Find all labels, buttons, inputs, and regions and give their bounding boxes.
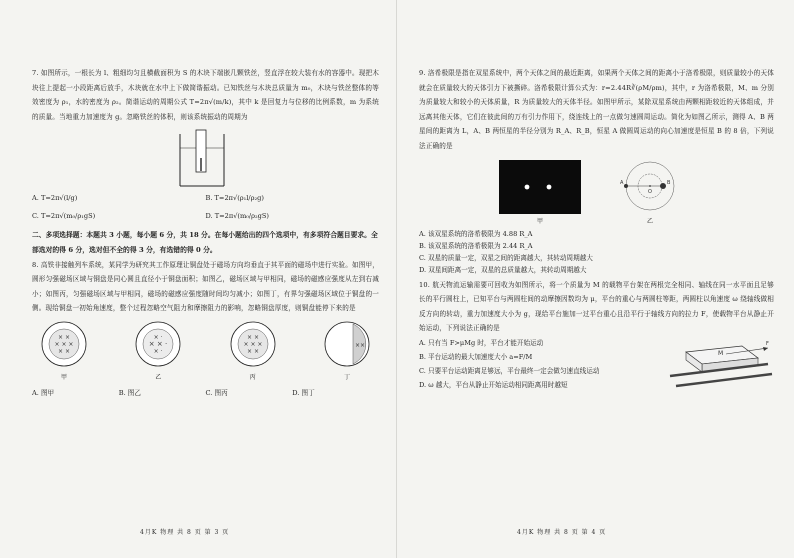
q7-option-a[interactable]: A. T=2π√(l/g) (32, 194, 78, 203)
right-page (397, 0, 794, 558)
question-9-stem: 9. 洛希极限是指在双星系统中，两个天体之间的最近距离，如果两个天体之间的距离小于洛希极限，则质量较小的天体就会在质量较大的天体引力下被撕碎。洛希极限计算公式为：r=2.44R∛(ρM/ρm)，其中，r 为洛希极限，M、m 分别为质量较大和较小的天体质量，R 为质量较大的天体半径。如图甲所示，某除双星系统由两颗相距较近的天体组成，并远离其他天体，它们在彼此间的万有引力作用下，绕连线上的一点做匀速圆周运动。简化为如图乙所示，测得 A、B 两星间的距离为 L，A、B 两恒星的半径分别为 R_A、R_B，恒星 A 做圆周运动的向心加速度是恒星 B 的 8 倍，下列说法正确的是 (419, 69, 775, 150)
caption-ding: 丁 (343, 373, 350, 381)
svg-text:× × ×: × × × (243, 340, 263, 348)
q8-option-a[interactable]: A. 图甲 (32, 388, 55, 397)
disk-figure-ding (315, 320, 379, 381)
question-7-stem: 7. 如图所示，一根长为 l、粗细均匀且横截面积为 S 的木块下端嵌几颗铁丝，竖直浮在较大装有水的容器中。现把木块往上提起一小段距离后放手，木块就在水中上下做简谐振动。已知铁丝与木块总质量为 m₀，木块与铁丝整体的等效密度为 ρ₁，水的密度为 ρ₂。简谐运动的周期公式 T=2π√(m/k)，其中 k 是回复力与位移的比例系数，m 为系统的质量。当地重力加速度为 g。忽略铁丝的体积，则该系统振动的周期为 (32, 69, 379, 121)
q10-option-d[interactable]: D. ω 越大，平台从静止开始运动相同距离用时越短 (419, 380, 568, 389)
svg-text:O: O (648, 188, 652, 195)
q9-figures (499, 158, 774, 225)
q8-option-d[interactable]: D. 图丁 (292, 388, 315, 397)
right-footer: 4月K 物理 共 8 页 第 4 页 (517, 529, 607, 536)
q10-option-c[interactable]: C. 只要平台运动距离足够远，平台最终一定会做匀速直线运动 (419, 366, 600, 375)
q9-option-a[interactable]: A. 该双星系统的洛希极限为 4.88 R_A (419, 229, 533, 238)
svg-text:F: F (766, 340, 769, 347)
q8-figures (32, 320, 379, 381)
caption-yi: 乙 (155, 373, 162, 381)
q8-option-b[interactable]: B. 图乙 (118, 388, 141, 397)
q7-option-b[interactable]: B. T=2π√(ρ₁l/ρ₂g) (205, 194, 264, 203)
question-10-stem: 10. 航天物流运输需要可回收为如图所示，将一个质量为 M 的载物平台架在两根完全相同、轴线在同一水平面且足够长的平行圆柱上，已知平台与两圆柱间的动摩擦因数均为 μ，平台的重心与两圆柱等距，两圆柱以角速度 ω 绕轴线做相反方向的转动，重力加速度大小为 g，现给平台施加一过平台重心且沿平行于轴线方向的拉力 F，使载物平台从静止开始运动，下列说法正确的是 (419, 280, 774, 333)
svg-text:M: M (718, 349, 724, 357)
svg-text:B: B (667, 179, 671, 186)
q7-option-d[interactable]: D. T=2π√(m₀/ρ₂gS) (205, 212, 269, 221)
caption-bing: 丙 (249, 373, 256, 381)
q8-option-c[interactable]: C. 图丙 (205, 388, 228, 397)
q9-option-b[interactable]: B. 该双星系统的洛希极限为 2.44 R_A (419, 241, 533, 250)
svg-text:× ×: × × (246, 333, 259, 341)
q10-option-a[interactable]: A. 只有当 F>μMg 时，平台才能开始运动 (419, 338, 544, 347)
binary-star-photo (499, 160, 581, 225)
svg-text:× ×: × × (58, 333, 70, 341)
disk-figure-bing (221, 320, 285, 381)
caption-jia: 甲 (60, 373, 67, 381)
section-2-heading: 二、多项选择题：本题共 3 小题，每小题 6 分，共 18 分。在每小题给出的四个选项中，有多项符合题目要求。全部选对的得 6 分，选对但不全的得 3 分，有选错的得 0 分。 (32, 231, 378, 254)
svg-text:× ·: × · (153, 347, 163, 355)
q7-figure-container (172, 128, 232, 190)
svg-text:× ·: × · (153, 333, 163, 341)
svg-text:A: A (620, 179, 624, 186)
disk-figure-yi (126, 320, 190, 381)
disk-figure-jia (32, 320, 96, 381)
caption-yi-q9: 乙 (646, 217, 653, 225)
binary-orbit-diagram (615, 158, 685, 225)
caption-jia-q9: 甲 (536, 217, 543, 225)
left-footer: 4月K 物理 共 8 页 第 3 页 (140, 529, 230, 536)
question-8-stem: 8. 高铁非接触列车系统，某同学为研究其工作原理让铜盘处于磁场方向均垂直于其平面的磁场中进行实验。如图甲，圆形匀强磁场区域与铜盘是同心圆且直径小于铜盘面积；如图乙，磁场区域与甲相同，磁场的磁感应强度从左到右减小；如图丙，匀强磁场区域与甲相同，磁场的磁感应强度随时间均匀减小；如图丁，有界匀强磁场区域位于铜盘的一侧。现给铜盘一初始角速度，整个过程忽略空气阻力和摩擦阻力的影响，忽略铜盘厚度，则铜盘能停下来的是 (32, 260, 379, 313)
q10-option-b[interactable]: B. 平台运动的最大加速度大小 a=F/M (419, 352, 533, 361)
q9-option-d[interactable]: D. 双星间距离一定，双星的总质量越大，其转动周期越大 (419, 265, 587, 274)
svg-text:× × ·: × × · (149, 339, 168, 348)
q9-option-c[interactable]: C. 双星的质量一定，双星之间的距离越大，其转动周期越大 (419, 253, 593, 262)
svg-text:××: ×× (354, 341, 366, 349)
q7-option-c[interactable]: C. T=2π√(m₀/ρ₁gS) (32, 212, 96, 221)
svg-text:× × ×: × × × (54, 340, 74, 348)
svg-text:× ×: × × (246, 347, 259, 355)
svg-text:× ×: × × (58, 347, 70, 355)
platform-cylinders-figure (664, 336, 774, 392)
